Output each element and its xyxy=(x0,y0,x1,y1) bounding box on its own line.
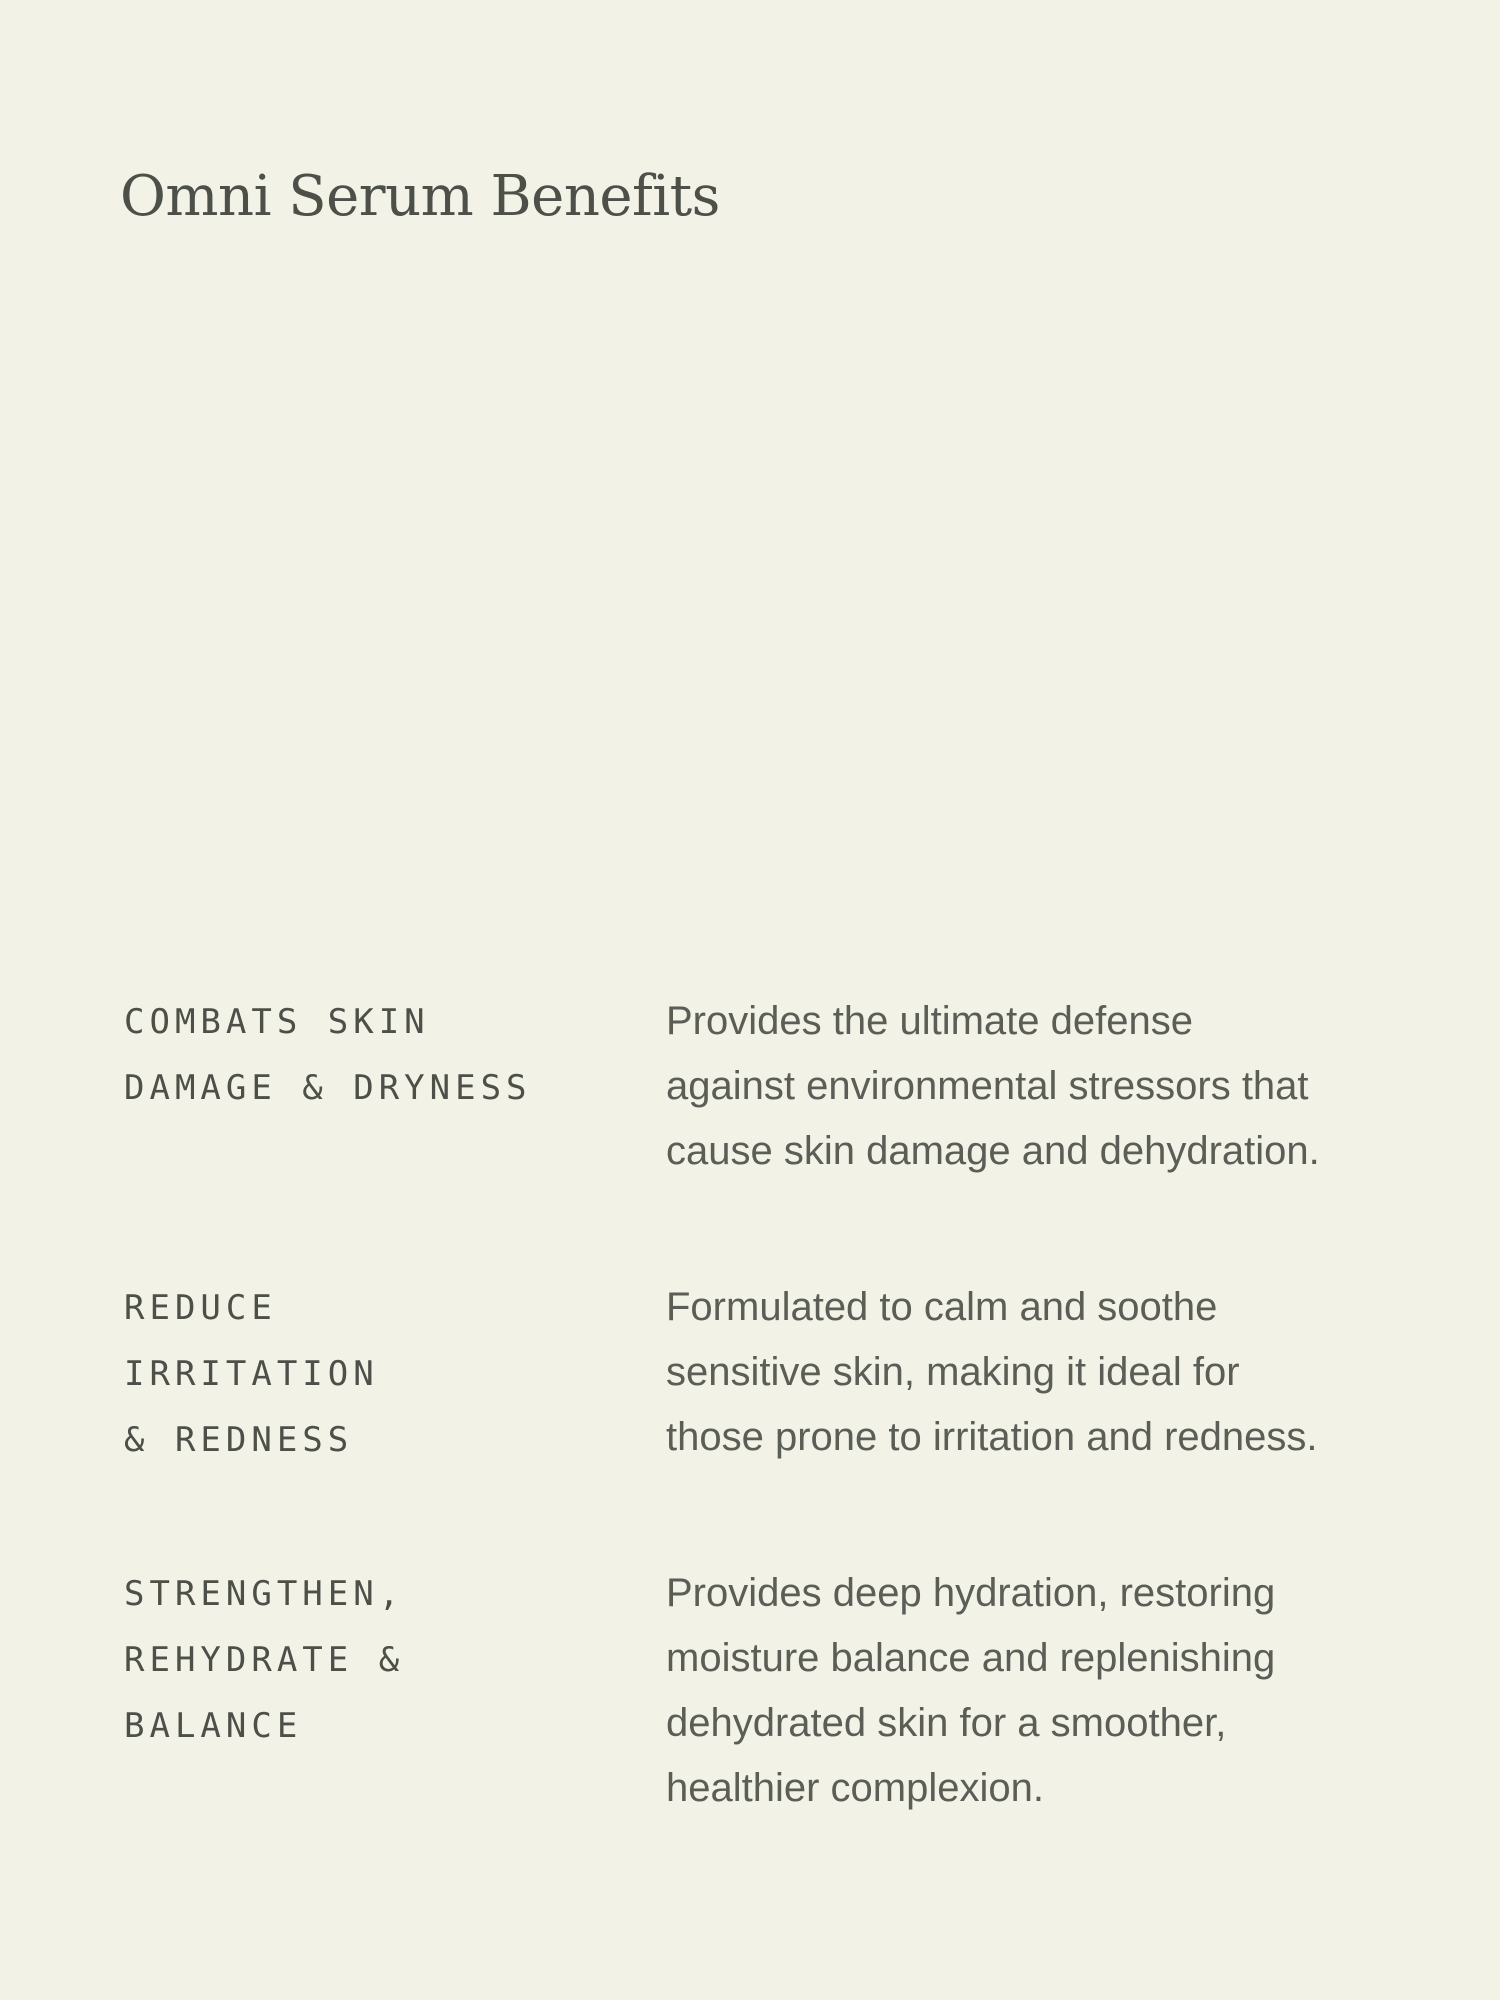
benefit-description-line: moisture balance and replenishing xyxy=(666,1636,1276,1680)
benefit-description-line: Provides deep hydration, restoring xyxy=(666,1571,1276,1615)
benefit-item xyxy=(120,1561,1410,1847)
benefit-heading xyxy=(124,1275,644,1473)
benefit-heading xyxy=(124,989,644,1121)
benefit-heading-line: REDUCE xyxy=(124,1288,277,1328)
benefit-item xyxy=(120,1275,1410,1561)
benefit-description xyxy=(666,1561,1410,1821)
benefit-heading-line: & REDNESS xyxy=(124,1420,354,1460)
benefit-description-line: against environmental stressors that xyxy=(666,1064,1309,1108)
benefit-heading-line: STRENGTHEN, xyxy=(124,1574,405,1614)
benefit-heading-line: BALANCE xyxy=(124,1706,303,1746)
benefit-heading-line: COMBATS SKIN xyxy=(124,1002,430,1042)
benefit-description-line: Provides the ultimate defense xyxy=(666,999,1193,1043)
benefit-description-line: those prone to irritation and redness. xyxy=(666,1415,1318,1459)
benefit-description-line: sensitive skin, making it ideal for xyxy=(666,1350,1240,1394)
benefit-description-line: healthier complexion. xyxy=(666,1766,1044,1810)
page-title: Omni Serum Benefits xyxy=(120,164,720,229)
benefit-heading-line: REHYDRATE & xyxy=(124,1640,405,1680)
benefit-description xyxy=(666,989,1410,1184)
benefit-item xyxy=(120,989,1410,1275)
benefit-description xyxy=(666,1275,1410,1470)
benefits-list xyxy=(120,989,1410,1847)
benefit-description-line: dehydrated skin for a smoother, xyxy=(666,1701,1227,1745)
benefit-heading-line: DAMAGE & DRYNESS xyxy=(124,1068,532,1108)
benefit-description-line: cause skin damage and dehydration. xyxy=(666,1129,1320,1173)
benefit-heading xyxy=(124,1561,644,1759)
benefit-description-line: Formulated to calm and soothe xyxy=(666,1285,1218,1329)
benefit-heading-line: IRRITATION xyxy=(124,1354,379,1394)
